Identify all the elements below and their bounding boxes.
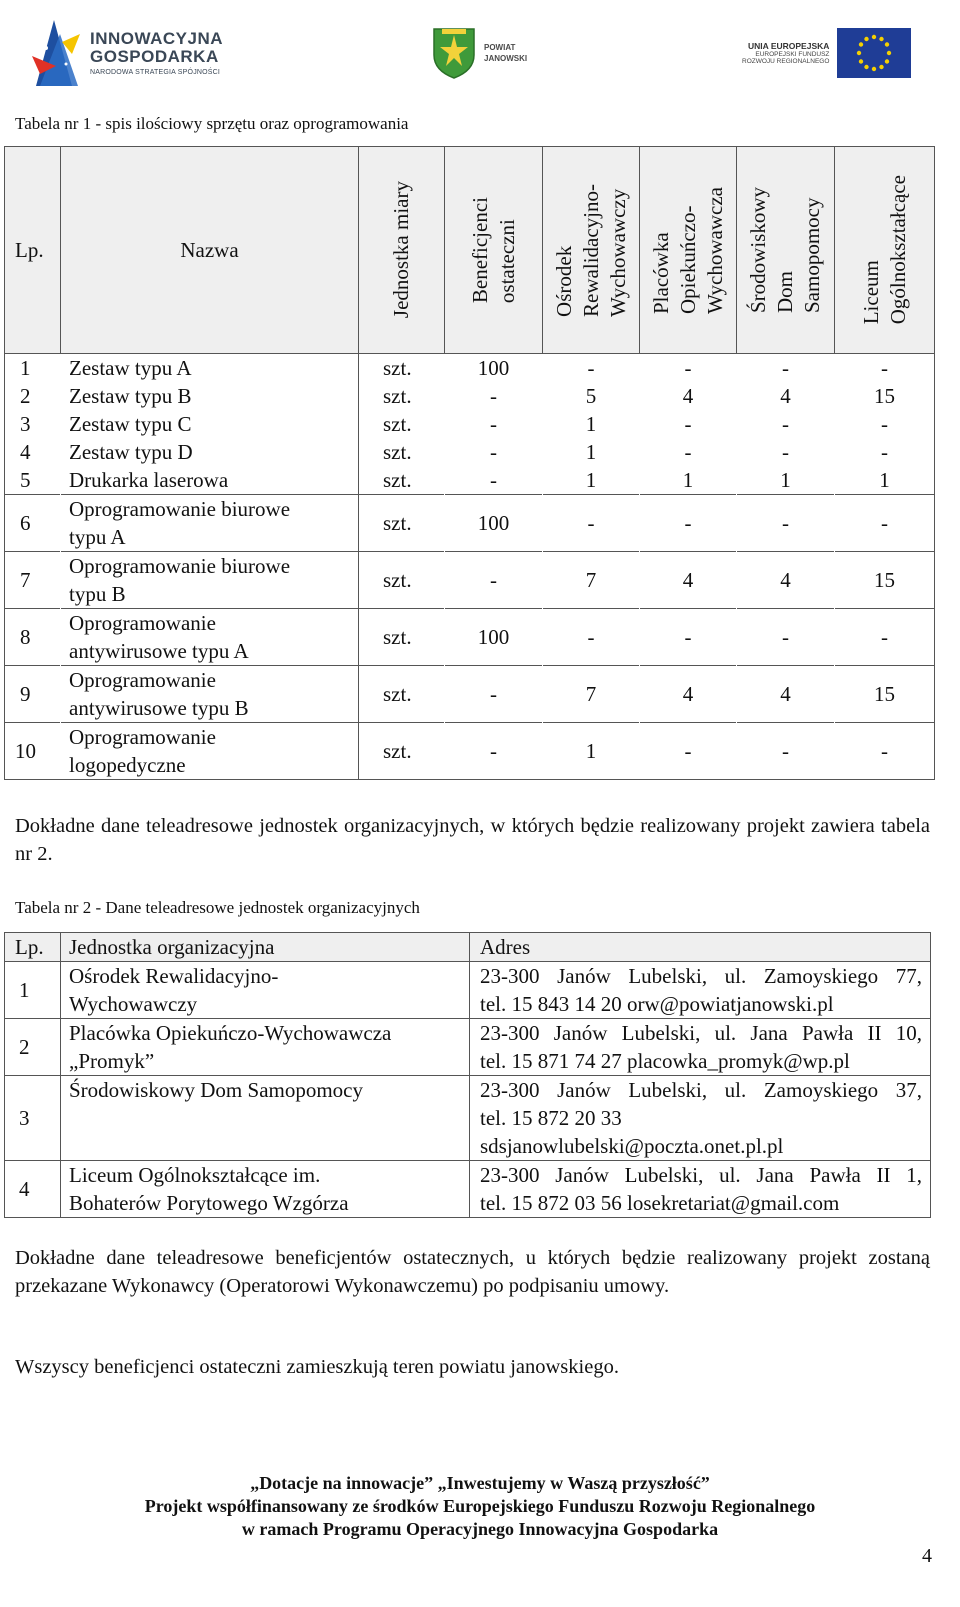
- row-value: -: [445, 666, 543, 723]
- header-nazwa: Nazwa: [61, 147, 359, 354]
- paragraph-intro-table2: Dokładne dane teleadresowe jednostek organizacyjnych, w których będzie realizowany projekt zawiera tabela nr 2.: [15, 815, 930, 865]
- row-address: 23-300 Janów Lubelski, ul. Jana Pawła II 1, tel. 15 872 03 56 losekretariat@gmail.com: [470, 1161, 931, 1218]
- row-value: -: [640, 495, 737, 552]
- row-name: Oprogramowanie biurowe typu A: [61, 495, 359, 552]
- table-row: [5, 609, 935, 666]
- row-value: 1: [543, 723, 640, 780]
- row-value: 4: [682, 383, 694, 408]
- row-value: -: [684, 439, 692, 464]
- equipment-table: [4, 146, 935, 780]
- row-value: 5: [585, 383, 597, 408]
- table-row: [5, 1161, 931, 1218]
- page-header: [0, 18, 960, 88]
- row-value: 100: [445, 495, 543, 552]
- table-row: [5, 1076, 931, 1161]
- header-jednostka-miary: Jednostka miary: [359, 147, 445, 354]
- header-sds: Środowiskowy Dom Samopomocy: [737, 147, 835, 354]
- row-address: 23-300 Janów Lubelski, ul. Zamoyskiego 37, tel. 15 872 20 33 sdsjanowlubelski@poczta.onet.pl.pl: [470, 1076, 931, 1161]
- ue-logo-line1: UNIA EUROPEJSKA: [748, 41, 830, 51]
- row-name: Drukarka laserowa: [61, 466, 359, 495]
- row-value: -: [684, 355, 692, 380]
- row-unit: szt.: [383, 355, 412, 380]
- row-name: Zestaw typu B: [61, 382, 359, 410]
- table-row: [5, 552, 935, 609]
- header-lp: Lp.: [5, 147, 61, 354]
- row-value: 100: [477, 355, 510, 380]
- header-osrodek: Ośrodek Rewalidacyjno- Wychowawczy: [543, 147, 640, 354]
- row-org: Liceum Ogólnokształcące im. Bohaterów Porytowego Wzgórza: [61, 1161, 470, 1218]
- header-liceum: Liceum Ogólnokształcące: [835, 147, 935, 354]
- table-row: [5, 723, 935, 780]
- ig-logo-line1: INNOWACYJNA: [90, 29, 224, 48]
- row-lp: 1: [5, 354, 61, 383]
- row-value: 4: [640, 666, 737, 723]
- row-value: -: [737, 723, 835, 780]
- row-unit: szt.: [359, 609, 445, 666]
- table-row: [5, 1019, 931, 1076]
- row-address: 23-300 Janów Lubelski, ul. Jana Pawła II 10, tel. 15 871 74 27 placowka_promyk@wp.pl: [470, 1019, 931, 1076]
- row-value: -: [543, 495, 640, 552]
- row-unit: szt.: [359, 723, 445, 780]
- row-value: -: [782, 355, 789, 380]
- row-name: Oprogramowanie antywirusowe typu A: [61, 609, 359, 666]
- row-value: 100: [445, 609, 543, 666]
- paragraph-beneficiaries: Dokładne dane teleadresowe beneficjentów ostatecznych, u których będzie realizowany projekt zostaną przekazane Wykonawcy (Operatorowi Wykonawczemu) po podpisaniu umowy.: [15, 1247, 930, 1297]
- row-value: -: [835, 354, 935, 383]
- row-value: 1: [585, 439, 597, 464]
- header-adres: Adres: [470, 933, 931, 962]
- ue-logo-line3: ROZWOJU REGIONALNEGO: [742, 58, 830, 65]
- row-lp: 6: [5, 495, 61, 552]
- header-placowka: Placówka Opiekuńczo- Wychowawcza: [640, 147, 737, 354]
- row-value: -: [835, 609, 935, 666]
- row-value: 7: [543, 552, 640, 609]
- page-number: 4: [922, 1545, 932, 1567]
- header-jednostka: Jednostka organizacyjna: [61, 933, 470, 962]
- table-row: [5, 495, 935, 552]
- contacts-table: [4, 932, 931, 1218]
- table-row: [5, 410, 935, 438]
- row-address: 23-300 Janów Lubelski, ul. Zamoyskiego 77, tel. 15 843 14 20 orw@powiatjanowski.pl: [470, 962, 931, 1019]
- row-org: Środowiskowy Dom Samopomocy: [61, 1076, 470, 1161]
- row-name: Zestaw typu A: [61, 354, 359, 383]
- powiat-coat-of-arms-icon: [432, 27, 476, 79]
- table-row: [5, 382, 935, 410]
- table-row: [5, 466, 935, 495]
- row-value: -: [543, 609, 640, 666]
- row-lp: 2: [5, 382, 61, 410]
- row-value: 1: [585, 411, 597, 436]
- row-value: 1: [682, 467, 694, 492]
- pj-logo-line2: JANOWSKI: [484, 54, 528, 63]
- row-value: -: [490, 467, 497, 492]
- table-row: [5, 666, 935, 723]
- row-name: Zestaw typu C: [61, 410, 359, 438]
- row-value: -: [640, 723, 737, 780]
- row-value: -: [490, 439, 497, 464]
- row-value: -: [737, 495, 835, 552]
- row-unit: szt.: [383, 383, 412, 408]
- footer-line2: Projekt współfinansowany ze środków Europejskiego Funduszu Rozwoju Regionalnego: [144, 1496, 816, 1516]
- row-value: -: [835, 723, 935, 780]
- row-name: Oprogramowanie biurowe typu B: [61, 552, 359, 609]
- row-lp: 7: [5, 552, 61, 609]
- unia-europejska-logo: [742, 18, 911, 88]
- row-unit: szt.: [359, 495, 445, 552]
- row-lp: 4: [5, 1161, 61, 1218]
- powiat-janowski-logo: [432, 18, 527, 88]
- row-unit: szt.: [383, 439, 412, 464]
- row-org: Placówka Opiekuńczo-Wychowawcza „Promyk”: [61, 1019, 470, 1076]
- row-value: 4: [780, 383, 791, 408]
- innowacyjna-gospodarka-emblem-icon: [32, 20, 82, 86]
- paragraph-residence: Wszyscy beneficjenci ostateczni zamieszkują teren powiatu janowskiego.: [15, 1356, 619, 1378]
- row-org: Ośrodek Rewalidacyjno- Wychowawczy: [61, 962, 470, 1019]
- row-lp: 1: [5, 962, 61, 1019]
- row-value: 4: [737, 552, 835, 609]
- row-lp: 3: [5, 410, 61, 438]
- row-value: 15: [835, 552, 935, 609]
- table1-caption: Tabela nr 1 - spis ilościowy sprzętu oraz oprogramowania: [15, 114, 409, 133]
- row-value: 15: [835, 666, 935, 723]
- header-beneficjenci: Beneficjenci ostateczni: [445, 147, 543, 354]
- row-lp: 5: [5, 466, 61, 495]
- row-value: -: [782, 411, 789, 436]
- ig-logo-line3: NARODOWA STRATEGIA SPÓJNOŚCI: [90, 69, 221, 76]
- row-unit: szt.: [383, 467, 412, 492]
- row-value: -: [737, 609, 835, 666]
- row-value: 1: [835, 466, 935, 495]
- row-value: -: [445, 723, 543, 780]
- row-lp: 9: [5, 666, 61, 723]
- footer-line3: w ramach Programu Operacyjnego Innowacyjna Gospodarka: [241, 1519, 719, 1539]
- row-value: -: [684, 411, 692, 436]
- ue-logo-line2: EUROPEJSKI FUNDUSZ: [755, 51, 830, 58]
- row-value: 1: [585, 467, 597, 492]
- header-lp: Lp.: [5, 933, 61, 962]
- ig-logo-line2: GOSPODARKA: [90, 47, 219, 66]
- table2-caption: Tabela nr 2 - Dane teleadresowe jednostek organizacyjnych: [15, 898, 420, 917]
- row-value: -: [490, 411, 497, 436]
- row-value: 1: [780, 467, 791, 492]
- row-lp: 3: [5, 1076, 61, 1161]
- table-row: [5, 354, 935, 383]
- row-value: -: [490, 383, 497, 408]
- row-lp: 2: [5, 1019, 61, 1076]
- row-lp: 4: [5, 438, 61, 466]
- eu-flag-icon: [837, 28, 911, 78]
- row-value: 4: [737, 666, 835, 723]
- row-value: -: [835, 495, 935, 552]
- table-row: [5, 962, 931, 1019]
- row-value: -: [640, 609, 737, 666]
- pj-logo-line1: POWIAT: [484, 43, 516, 52]
- table-header-row: [5, 933, 931, 962]
- table-header-row: [5, 147, 935, 354]
- row-value: -: [445, 552, 543, 609]
- row-value: -: [782, 439, 789, 464]
- row-value: -: [835, 410, 935, 438]
- row-value: 4: [640, 552, 737, 609]
- row-unit: szt.: [359, 666, 445, 723]
- innowacyjna-gospodarka-logo: [32, 18, 223, 88]
- row-name: Oprogramowanie antywirusowe typu B: [61, 666, 359, 723]
- table-row: [5, 438, 935, 466]
- row-value: 15: [835, 382, 935, 410]
- row-name: Oprogramowanie logopedyczne: [61, 723, 359, 780]
- row-lp: 10: [5, 723, 61, 780]
- row-value: -: [587, 355, 595, 380]
- page-footer: [0, 1472, 960, 1541]
- row-value: 7: [543, 666, 640, 723]
- row-unit: szt.: [359, 552, 445, 609]
- row-unit: szt.: [383, 411, 412, 436]
- footer-line1: „Dotacje na innowacje” „Inwestujemy w Waszą przyszłość”: [250, 1473, 710, 1493]
- row-name: Zestaw typu D: [61, 438, 359, 466]
- row-value: -: [835, 438, 935, 466]
- row-lp: 8: [5, 609, 61, 666]
